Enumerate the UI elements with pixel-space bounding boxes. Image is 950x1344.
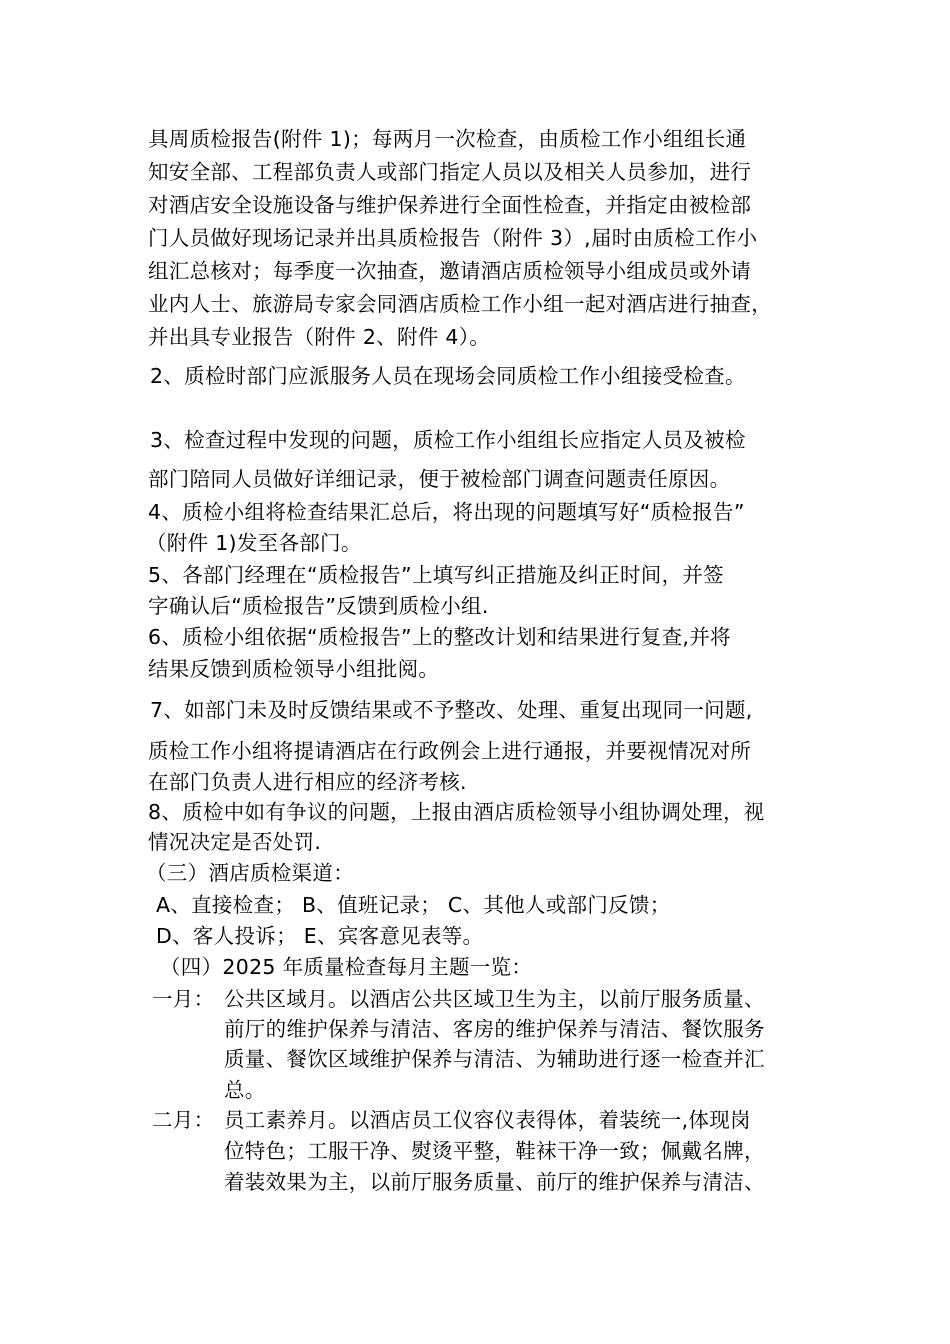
item-4-line-1: 4、质检小组将检查结果汇总后，将出现的问题填写好“质检报告” <box>148 500 745 524</box>
paragraph-1-line-5: 组汇总核对；每季度一次抽查，邀请酒店质检领导小组成员或外请 <box>148 259 752 283</box>
month-january-line-3: 质量、餐饮区域维护保养与清洁、为辅助进行逐一检查并汇 <box>224 1047 765 1071</box>
month-january-line-4: 总。 <box>224 1078 266 1102</box>
paragraph-1-line-1: 具周质检报告(附件 1)；每两月一次检查，由质检工作小组组长通 <box>148 127 747 151</box>
paragraph-1-line-4: 门人员做好现场记录并出具质检报告（附件 3）,届时由质检工作小 <box>148 226 758 250</box>
paragraph-1-line-3: 对酒店安全设施设备与维护保养进行全面性检查，并指定由被检部 <box>148 193 752 217</box>
month-february-label: 二月： <box>152 1108 215 1132</box>
month-february-line-2: 位特色；工服干净、熨烫平整，鞋袜干净一致；佩戴名牌， <box>224 1139 765 1163</box>
item-3-line-1: 3、检查过程中发现的问题，质检工作小组组长应指定人员及被检 <box>150 428 746 452</box>
month-january-line-1: 公共区域月。以酒店公共区域卫生为主，以前厅服务质量、 <box>224 987 765 1011</box>
month-february-line-1: 员工素养月。以酒店员工仪容仪表得体，着装统一,体现岗 <box>224 1108 751 1132</box>
item-7-line-1: 7、如部门未及时反馈结果或不予整改、处理、重复出现同一问题, <box>150 698 753 722</box>
item-6-line-1: 6、质检小组依据“质检报告”上的整改计划和结果进行复查,并将 <box>148 625 731 649</box>
month-january-label: 一月： <box>152 987 215 1011</box>
item-8-line-1: 8、质检中如有争议的问题，上报由酒店质检领导小组协调处理，视 <box>148 800 765 824</box>
item-4-line-2: （附件 1)发至各部门。 <box>146 531 362 555</box>
paragraph-1-line-7: 并出具专业报告（附件 2、附件 4）。 <box>148 325 491 349</box>
month-january-line-2: 前厅的维护保养与清洁、客房的维护保养与清洁、餐饮服务 <box>224 1017 765 1041</box>
item-5-line-1: 5、各部门经理在“质检报告”上填写纠正措施及纠正时间，并签 <box>148 563 724 587</box>
section-4-title: （四）2025 年质量检查每月主题一览： <box>160 955 533 979</box>
section-3-title: （三）酒店质检渠道： <box>146 861 354 885</box>
item-8-line-2: 情况决定是否处罚. <box>148 830 322 854</box>
month-february-line-3: 着装效果为主，以前厅服务质量、前厅的维护保养与清洁、 <box>224 1170 765 1194</box>
channels-line-2: D、客人投诉； E、宾客意见表等。 <box>156 924 484 948</box>
channels-line-1: A、直接检查； B、值班记录； C、其他人或部门反馈； <box>156 893 671 917</box>
item-7-line-2: 质检工作小组将提请酒店在行政例会上进行通报，并要视情况对所 <box>148 739 752 763</box>
item-3-line-2: 部门陪同人员做好详细记录，便于被检部门调查问题责任原因。 <box>148 467 731 491</box>
item-6-line-2: 结果反馈到质检领导小组批阅。 <box>148 657 440 681</box>
item-5-line-2: 字确认后“质检报告”反馈到质检小组. <box>148 594 489 618</box>
paragraph-1-line-6: 业内人士、旅游局专家会同酒店质检工作小组一起对酒店进行抽查， <box>148 292 772 316</box>
item-7-line-3: 在部门负责人进行相应的经济考核. <box>148 770 467 794</box>
item-2: 2、质检时部门应派服务人员在现场会同质检工作小组接受检查。 <box>150 364 746 388</box>
paragraph-1-line-2: 知安全部、工程部负责人或部门指定人员以及相关人员参加，进行 <box>148 160 752 184</box>
